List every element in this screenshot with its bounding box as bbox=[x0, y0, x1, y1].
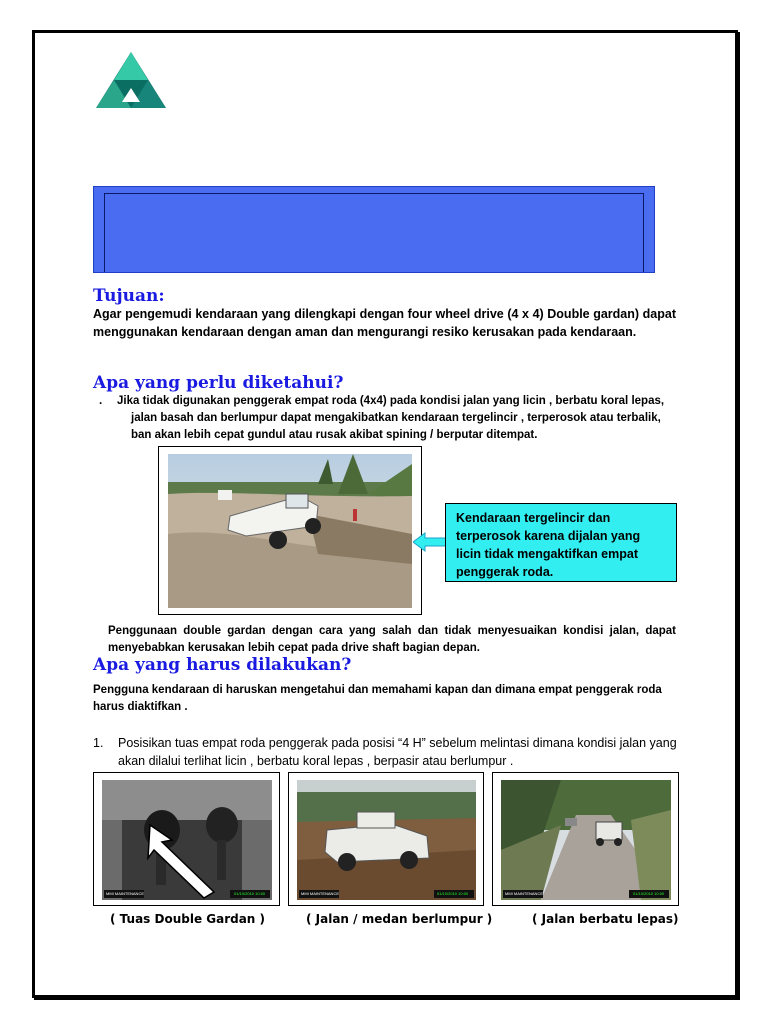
photo-slipped-truck-frame bbox=[158, 446, 422, 615]
heading-tujuan: Tujuan: bbox=[93, 286, 165, 306]
heading-diketahui: Apa yang perlu diketahui? bbox=[93, 373, 344, 393]
diketahui-text: Jika tidak digunakan penggerak empat roda (4x4) pada kondisi jalan yang licin , berbatu koral lepas, jalan basah dan berlumpur dapat mengakibatkan kendaraan tergelincir , terperosok atau terbalik, ban akan lebih cepat gundul atau rusak akibat spining / berputar ditempat. bbox=[117, 395, 665, 441]
photo-muddy-road-frame bbox=[288, 772, 484, 906]
callout-arrow-icon bbox=[413, 532, 449, 552]
callout-box: Kendaraan tergelincir dan terperosok karena dijalan yang licin tidak mengaktifkan empat penggerak roda. bbox=[445, 503, 677, 582]
note-text: Penggunaan double gardan dengan cara yang salah dan tidak menyesuaikan kondisi jalan, dapat menyebabkan kerusakan lebih cepat pada drive shaft bagian depan. bbox=[108, 625, 676, 654]
item-number: 1. bbox=[93, 736, 104, 750]
numbered-item bbox=[93, 734, 683, 770]
diketahui-note bbox=[108, 623, 676, 657]
photo-stamp-right: 01/10/2010 10:00 bbox=[234, 891, 266, 896]
photo-stamp-left: MMI MAINTENANCE bbox=[301, 891, 339, 896]
item-text: Posisikan tuas empat roda penggerak pada posisi “4 H” sebelum melintasi dimana kondisi jalan yang akan dilalui terlihat licin , berbatu koral lepas , berpasir atau berlumpur . bbox=[118, 736, 677, 768]
title-banner bbox=[93, 186, 655, 273]
photo-muddy-road bbox=[297, 780, 476, 900]
heading-dilakukan: Apa yang harus dilakukan? bbox=[93, 655, 352, 675]
photo-stamp-right: 01/10/2010 10:00 bbox=[437, 891, 469, 896]
photo-stamp-right: 01/10/2010 10:00 bbox=[633, 891, 665, 896]
photo-gear-lever bbox=[102, 780, 272, 900]
photo-stamp-left: MMI MAINTENANCE bbox=[106, 891, 144, 896]
title-banner-inner bbox=[104, 193, 644, 272]
tujuan-text: Agar pengemudi kendaraan yang dilengkapi dengan four wheel drive (4 x 4) Double gardan) dapat menggunakan kendaraan dengan aman dan mengurangi resiko kerusakan pada kendaraan. bbox=[93, 307, 676, 339]
photo-rocky-road bbox=[501, 780, 671, 900]
caption-gear-lever: ( Tuas Double Gardan ) bbox=[110, 912, 266, 926]
bullet-marker: . bbox=[99, 395, 103, 407]
photo-slipped-truck bbox=[168, 454, 412, 608]
photo-rocky-road-frame bbox=[492, 772, 679, 906]
caption-muddy-road: ( Jalan / medan berlumpur ) bbox=[306, 912, 493, 926]
dilakukan-intro: Pengguna kendaraan di haruskan mengetahui dan memahami kapan dan dimana empat penggerak roda harus diaktifkan . bbox=[93, 684, 662, 713]
company-logo bbox=[94, 50, 168, 110]
photo-gear-lever-frame bbox=[93, 772, 280, 906]
photo-stamp-left: MMI MAINTENANCE bbox=[505, 891, 543, 896]
caption-rocky-road: ( Jalan berbatu lepas) bbox=[532, 912, 679, 926]
